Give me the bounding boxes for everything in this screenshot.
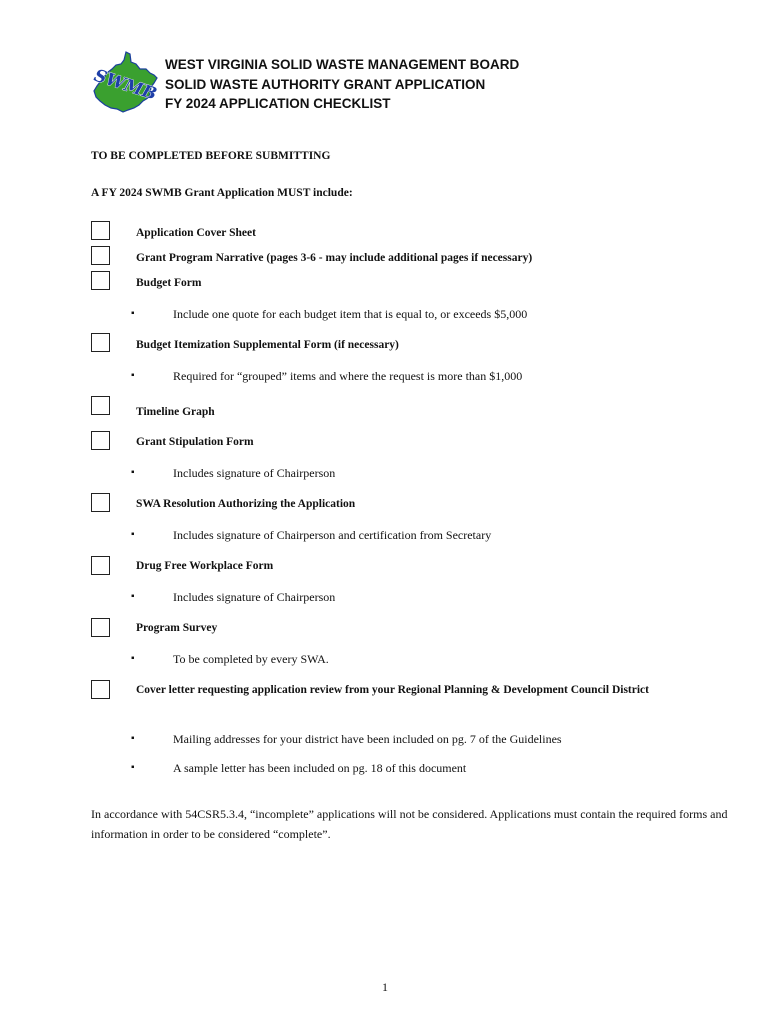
item-program-survey: Program Survey <box>136 622 218 634</box>
note-budget-itemization: Required for “grouped” items and where the request is more than $1,000 <box>173 369 523 383</box>
checkbox-budget-itemization[interactable] <box>91 333 110 352</box>
note-program-survey: To be completed by every SWA. <box>173 652 329 666</box>
bullet-icon: ▪ <box>131 370 135 381</box>
bullet-icon: ▪ <box>131 762 135 773</box>
checkbox-swa-resolution[interactable] <box>91 493 110 512</box>
checkbox-application-cover-sheet[interactable] <box>91 221 110 240</box>
bullet-icon: ▪ <box>131 529 135 540</box>
header-line: FY 2024 APPLICATION CHECKLIST <box>165 96 391 111</box>
header-line: SOLID WASTE AUTHORITY GRANT APPLICATION <box>165 76 486 92</box>
checkbox-drug-free-workplace[interactable] <box>91 556 110 575</box>
bullet-icon: ▪ <box>131 733 135 744</box>
item-swa-resolution: SWA Resolution Authorizing the Application <box>136 498 356 510</box>
note-cover-letter-sample: A sample letter has been included on pg. 18 of this document <box>173 761 467 775</box>
checkbox-budget-form[interactable] <box>91 271 110 290</box>
bullet-icon: ▪ <box>131 308 135 319</box>
note-grant-stipulation: Includes signature of Chairperson <box>173 466 336 480</box>
item-grant-stipulation-form: Grant Stipulation Form <box>136 436 254 448</box>
header-title-block <box>165 55 519 114</box>
west-virginia-map-icon <box>90 50 162 114</box>
item-application-cover-sheet: Application Cover Sheet <box>136 227 256 239</box>
incomplete-applications-note: In accordance with 54CSR5.3.4, “incomplete” applications will not be considered. Applications must contain the required forms and information in order to be considered “complete”. <box>91 807 728 841</box>
item-cover-letter: Cover letter requesting application review from your Regional Planning & Development Council District <box>136 684 649 696</box>
document-header <box>90 50 690 120</box>
bullet-icon: ▪ <box>131 653 135 664</box>
checkbox-grant-stipulation-form[interactable] <box>91 431 110 450</box>
item-budget-itemization: Budget Itemization Supplemental Form (if necessary) <box>136 339 399 351</box>
bullet-icon: ▪ <box>131 591 135 602</box>
note-budget-form: Include one quote for each budget item that is equal to, or exceeds $5,000 <box>173 307 528 321</box>
swmb-logo <box>90 50 162 114</box>
checkbox-timeline-graph[interactable] <box>91 396 110 415</box>
intro-heading: A FY 2024 SWMB Grant Application MUST include: <box>91 187 353 199</box>
page-number: 1 <box>382 980 388 994</box>
checkbox-program-survey[interactable] <box>91 618 110 637</box>
item-grant-program-narrative: Grant Program Narrative (pages 3-6 - may include additional pages if necessary) <box>136 252 533 264</box>
note-drug-free-workplace: Includes signature of Chairperson <box>173 590 336 604</box>
checkbox-grant-program-narrative[interactable] <box>91 246 110 265</box>
item-budget-form: Budget Form <box>136 277 202 289</box>
item-timeline-graph: Timeline Graph <box>136 406 215 418</box>
checkbox-cover-letter[interactable] <box>91 680 110 699</box>
item-drug-free-workplace: Drug Free Workplace Form <box>136 560 274 572</box>
header-line: WEST VIRGINIA SOLID WASTE MANAGEMENT BOARD <box>165 57 520 72</box>
logo-text: SWMB <box>91 65 160 105</box>
note-swa-resolution: Includes signature of Chairperson and certification from Secretary <box>173 528 492 542</box>
instructions-heading: TO BE COMPLETED BEFORE SUBMITTING <box>91 150 331 162</box>
note-cover-letter-addresses: Mailing addresses for your district have been included on pg. 7 of the Guidelines <box>173 732 562 746</box>
bullet-icon: ▪ <box>131 467 135 478</box>
